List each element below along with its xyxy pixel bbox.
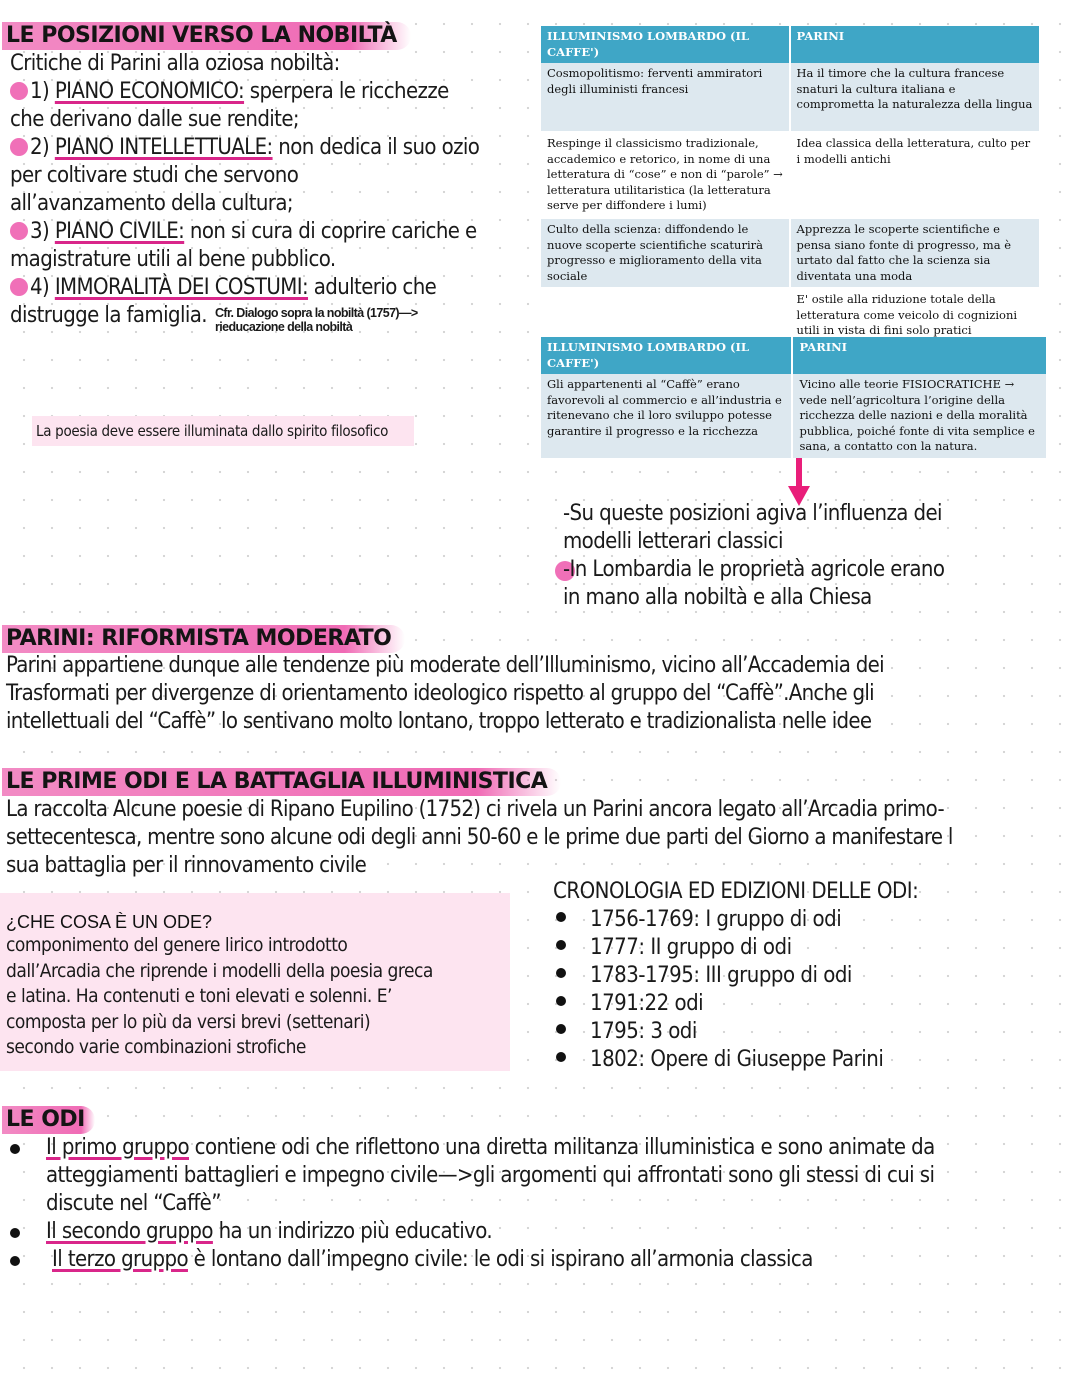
prime-odi-paragraph: La raccolta Alcune poesie di Ripano Eupilino (1752) ci rivela un Parini ancora legato all’Arcadia primo- settecentesca, mentre sono alcune odi degli anni 50-60 e le prime due parti del Giorno a manifestare l sua battaglia per il rinnovamento civile (6, 797, 953, 878)
table-1-header-right: PARINI (790, 26, 1040, 63)
bullet-icon (556, 940, 566, 950)
bullet-dot (10, 222, 28, 240)
list-item: 1802: Opere di Giuseppe Parini (556, 1046, 883, 1074)
table-row (541, 63, 1040, 132)
table-row (541, 374, 1047, 459)
table-2-header-left: ILLUMINISMO LOMBARDO (IL CAFFE') (541, 337, 792, 374)
table-2-cell: Gli appartenenti al “Caffè” erano favorevoli al commercio e all’industria e ritenevano che il loro sviluppo potesse garantire il progresso e la ricchezza (541, 374, 792, 459)
piano-intellettuale-label: PIANO INTELLETTUALE: (54, 135, 273, 160)
definition-question: ¿CHE COSA È UN ODE? (6, 912, 213, 932)
heading-le-odi: LE ODI (2, 1106, 95, 1134)
piano-civile: 3) PIANO CIVILE: non si cura di coprire cariche e (10, 218, 530, 246)
piano-intellettuale-cont-2: all’avanzamento della cultura; (10, 191, 293, 216)
bullet-icon (556, 996, 566, 1006)
immoralita-label: IMMORALITÀ DEI COSTUMI: (54, 275, 309, 300)
influenze-notes (563, 500, 1063, 612)
note-line: -In Lombardia le proprietà agricole erano (563, 556, 1063, 584)
list-item: 1777: II gruppo di odi (556, 934, 883, 962)
piano-economico-cont: che derivano dalle sue rendite; (10, 107, 299, 132)
bullet-dot (10, 82, 28, 100)
list-item: Il terzo gruppo è lontano dall’impegno civile: le odi si ispirano all’armonia classica (6, 1246, 935, 1274)
immoralita-costumi: 4) IMMORALITÀ DEI COSTUMI: adulterio che (10, 274, 530, 302)
cfr-note: Cfr. Dialogo sopra la nobiltà (1757)—> rieducazione della nobiltà (214, 306, 418, 334)
list-item: Il primo gruppo contiene odi che riflettono una diretta militanza illuministica e sono animate da atteggiamenti battaglieri e impegno civile—>gli argomenti qui affrontati sono gli stessi di cui si discute nel “Caffè” (6, 1134, 935, 1218)
bullet-icon (10, 1256, 20, 1266)
riformista-paragraph: Parini appartiene dunque alle tendenze più moderate dell’Illuminismo, vicino all’Accademia dei Trasformati per divergenze di orientamento ideologico rispetto al gruppo del “Caffè”.Anche gli intellettuali del “Caffè” lo sentivano molto lontano, troppo letterato e tradizionalista nelle idee (6, 653, 884, 734)
comparison-table-2 (541, 337, 1048, 460)
secondo-gruppo-label: Il secondo gruppo (46, 1219, 213, 1244)
table-row (541, 218, 1040, 288)
list-item: 1783-1795: III gruppo di odi (556, 962, 883, 990)
cronologia-list (556, 906, 883, 1074)
bullet-icon (556, 912, 566, 922)
table-1-cell: Ha il timore che la cultura francese snaturi la cultura italiana e comprometta la naturalezza della lingua (790, 63, 1040, 132)
table-1-cell (541, 288, 790, 343)
table-2-cell: Vicino alle teorie FISIOCRATICHE → vede nell’agricoltura l’origine della ricchezza delle nazioni e della moralità pubblica, poiché fonte di vita semplice e sana, a contatto con la natura. (792, 374, 1047, 459)
bullet-dot (10, 278, 28, 296)
table-1-cell: Idea classica della letteratura, culto per i modelli antichi (790, 132, 1040, 218)
note-line: in mano alla nobiltà e alla Chiesa (563, 585, 872, 610)
piano-intellettuale: 2) PIANO INTELLETTUALE: non dedica il suo ozio (10, 134, 530, 162)
critiche-nobilta (10, 50, 530, 334)
bullet-icon (10, 1228, 20, 1238)
table-1-cell: Apprezza le scoperte scientifiche e pensa siano fonte di progresso, ma è urtato dal fatto che la scienza sia diventata una moda (790, 218, 1040, 288)
table-1-cell: Culto della scienza: diffondendo le nuove scoperte scientifiche scaturirà progresso e miglioramento della vita sociale (541, 218, 790, 288)
heading-posizioni-nobilta: LE POSIZIONI VERSO LA NOBILTÀ (2, 22, 411, 50)
heading-prime-odi: LE PRIME ODI E LA BATTAGLIA ILLUMINISTICA (2, 768, 561, 796)
table-1-cell: Cosmopolitismo: ferventi ammiratori degli illuministi francesi (541, 63, 790, 132)
piano-economico: 1) PIANO ECONOMICO: sperpera le ricchezze (10, 78, 530, 106)
piano-intellettuale-cont-1: per coltivare studi che servono (10, 163, 299, 188)
odi-list (6, 1134, 935, 1274)
list-item: 1756-1769: I gruppo di odi (556, 906, 883, 934)
piano-civile-cont: magistrature utili al bene pubblico. (10, 247, 336, 272)
table-2-header-right: PARINI (792, 337, 1047, 374)
table-1-header (541, 26, 1040, 63)
list-item: 1791:22 odi (556, 990, 883, 1018)
list-item: Il secondo gruppo ha un indirizzo più educativo. (6, 1218, 935, 1246)
bullet-icon (556, 1052, 566, 1062)
primo-gruppo-label: Il primo gruppo (46, 1135, 189, 1160)
immoralita-cont: distrugge la famiglia. Cfr. Dialogo sopra la nobiltà (1757)—> rieducazione della nobiltà (10, 303, 418, 334)
piano-economico-label: PIANO ECONOMICO: (54, 79, 245, 104)
bullet-dot (10, 138, 28, 156)
table-1-header-left: ILLUMINISMO LOMBARDO (IL CAFFE') (541, 26, 790, 63)
definition-text: componimento del genere lirico introdotto dall’Arcadia che riprende i modelli della poesia greca e latina. Ha contenuti e toni elevati e solenni. E’ composta per lo più da versi brevi (settenari) secondo varie combinazioni strofiche (6, 934, 433, 1058)
table-row (541, 132, 1040, 218)
table-1-cell: Respinge il classicismo tradizionale, accademico e retorico, in nome di una letteratura di “cose” e non di “parole” → letteratura utilitaristica (la letteratura serve per diffondere i lumi) (541, 132, 790, 218)
cronologia-title: CRONOLOGIA ED EDIZIONI DELLE ODI: (553, 879, 919, 904)
table-1-cell: E' ostile alla riduzione totale della letteratura come veicolo di cognizioni utili in vista di fini solo pratici (790, 288, 1040, 343)
heading-riformista: PARINI: RIFORMISTA MODERATO (2, 625, 405, 653)
list-item: 1795: 3 odi (556, 1018, 883, 1046)
poesia-callout: La poesia deve essere illuminata dallo spirito filosofico (32, 416, 414, 446)
note-line: -Su queste posizioni agiva l’influenza dei (563, 501, 942, 526)
note-line: modelli letterari classici (563, 529, 783, 554)
intro-line: Critiche di Parini alla oziosa nobiltà: (10, 51, 340, 76)
bullet-icon (10, 1144, 20, 1154)
bullet-icon (556, 968, 566, 978)
table-row (541, 288, 1040, 343)
bullet-icon (556, 1024, 566, 1034)
terzo-gruppo-label: Il terzo gruppo (52, 1247, 188, 1272)
table-2-header (541, 337, 1047, 374)
comparison-table-1 (541, 26, 1041, 344)
piano-civile-label: PIANO CIVILE: (54, 219, 185, 244)
